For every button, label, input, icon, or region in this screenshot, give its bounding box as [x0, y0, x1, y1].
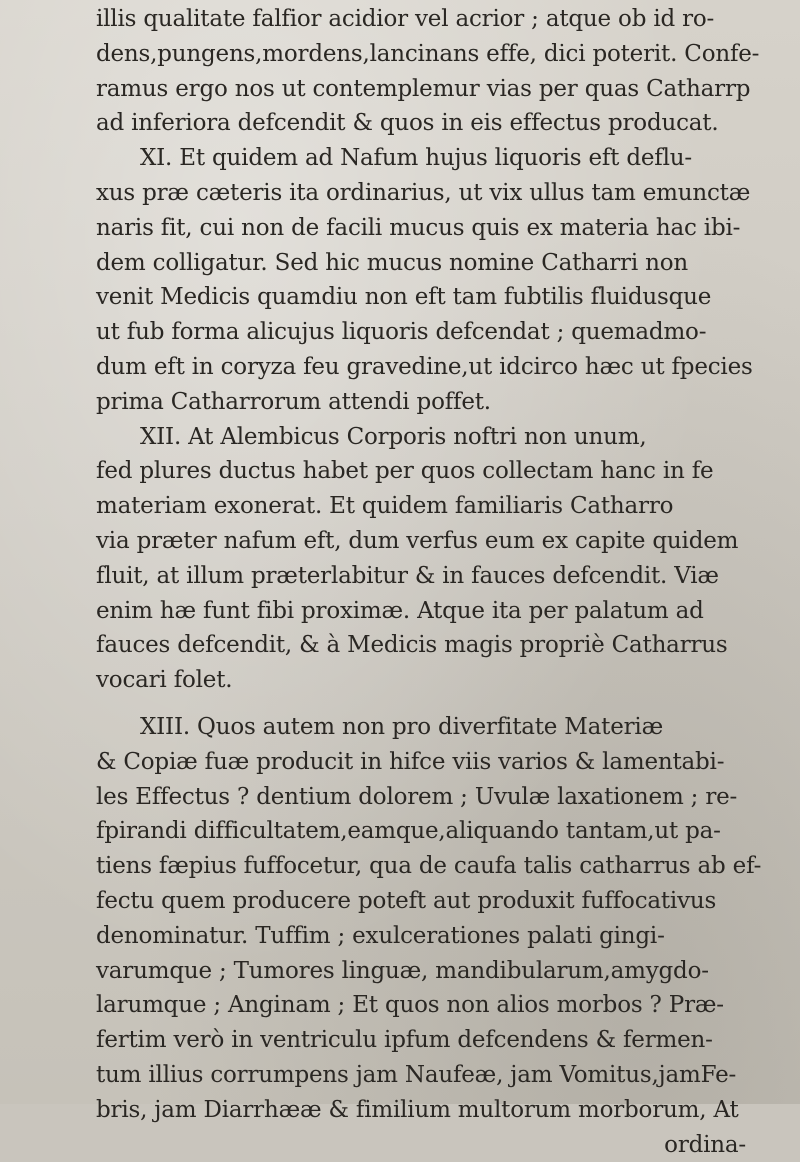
text-line: varumque ; Tumores linguæ, mandibularum,amygdo-	[96, 954, 776, 989]
text-line: fpirandi difficultatem,eamque,aliquando tantam,ut pa-	[96, 814, 776, 849]
text-line: dem colligatur. Sed hic mucus nomine Catharri non	[96, 246, 776, 281]
text-line: tum illius corrumpens jam Naufeæ, jam Vomitus,jamFe-	[96, 1058, 776, 1093]
text-line: venit Medicis quamdiu non eft tam fubtilis fluidusque	[96, 280, 776, 315]
section-heading-xi: XI. Et quidem ad Nafum hujus liquoris eft deflu-	[96, 141, 776, 176]
paragraph-gap	[96, 698, 776, 710]
text-line: ad inferiora defcendit & quos in eis effectus producat.	[96, 106, 776, 141]
text-line: bris, jam Diarrhææ & fimilium multorum morborum, At	[96, 1093, 776, 1128]
text-line: fectu quem producere poteft aut produxit fuffocativus	[96, 884, 776, 919]
text-line: denominatur. Tuffim ; exulcerationes palati gingi-	[96, 919, 776, 954]
text-line: fertim verò in ventriculu ipfum defcendens & fermen-	[96, 1023, 776, 1058]
text-line: xus præ cæteris ita ordinarius, ut vix ullus tam emunctæ	[96, 176, 776, 211]
text-line: fauces defcendit, & à Medicis magis propriè Catharrus	[96, 628, 776, 663]
text-line: larumque ; Anginam ; Et quos non alios morbos ? Præ-	[96, 988, 776, 1023]
latin-text-block	[96, 2, 776, 1162]
text-line: naris fit, cui non de facili mucus quis ex materia hac ibi-	[96, 211, 776, 246]
text-line: les Effectus ? dentium dolorem ; Uvulæ laxationem ; re-	[96, 780, 776, 815]
text-line: tiens fæpius fuffocetur, qua de caufa talis catharrus ab ef-	[96, 849, 776, 884]
text-line: ut fub forma alicujus liquoris defcendat ; quemadmo-	[96, 315, 776, 350]
text-line: illis qualitate falfior acidior vel acrior ; atque ob id ro-	[96, 2, 776, 37]
section-heading-xii: XII. At Alembicus Corporis noftri non unum,	[96, 420, 776, 455]
text-line: & Copiæ fuæ producit in hifce viis varios & lamentabi-	[96, 745, 776, 780]
text-line: ramus ergo nos ut contemplemur vias per quas Catharrp	[96, 72, 776, 107]
text-line: prima Catharrorum attendi poffet.	[96, 385, 776, 420]
text-line: fed plures ductus habet per quos collectam hanc in fe	[96, 454, 776, 489]
text-line: via præter nafum eft, dum verfus eum ex capite quidem	[96, 524, 776, 559]
text-line: vocari folet.	[96, 663, 776, 698]
section-heading-xiii: XIII. Quos autem non pro diverfitate Materiæ	[96, 710, 776, 745]
text-line: enim hæ funt fibi proximæ. Atque ita per palatum ad	[96, 594, 776, 629]
text-line: dum eft in coryza feu gravedine,ut idcirco hæc ut fpecies	[96, 350, 776, 385]
text-line: materiam exonerat. Et quidem familiaris Catharro	[96, 489, 776, 524]
text-line: dens,pungens,mordens,lancinans effe, dici poterit. Confe-	[96, 37, 776, 72]
text-line: fluit, at illum præterlabitur & in fauces defcendit. Viæ	[96, 559, 776, 594]
catchword: ordina-	[96, 1128, 776, 1162]
